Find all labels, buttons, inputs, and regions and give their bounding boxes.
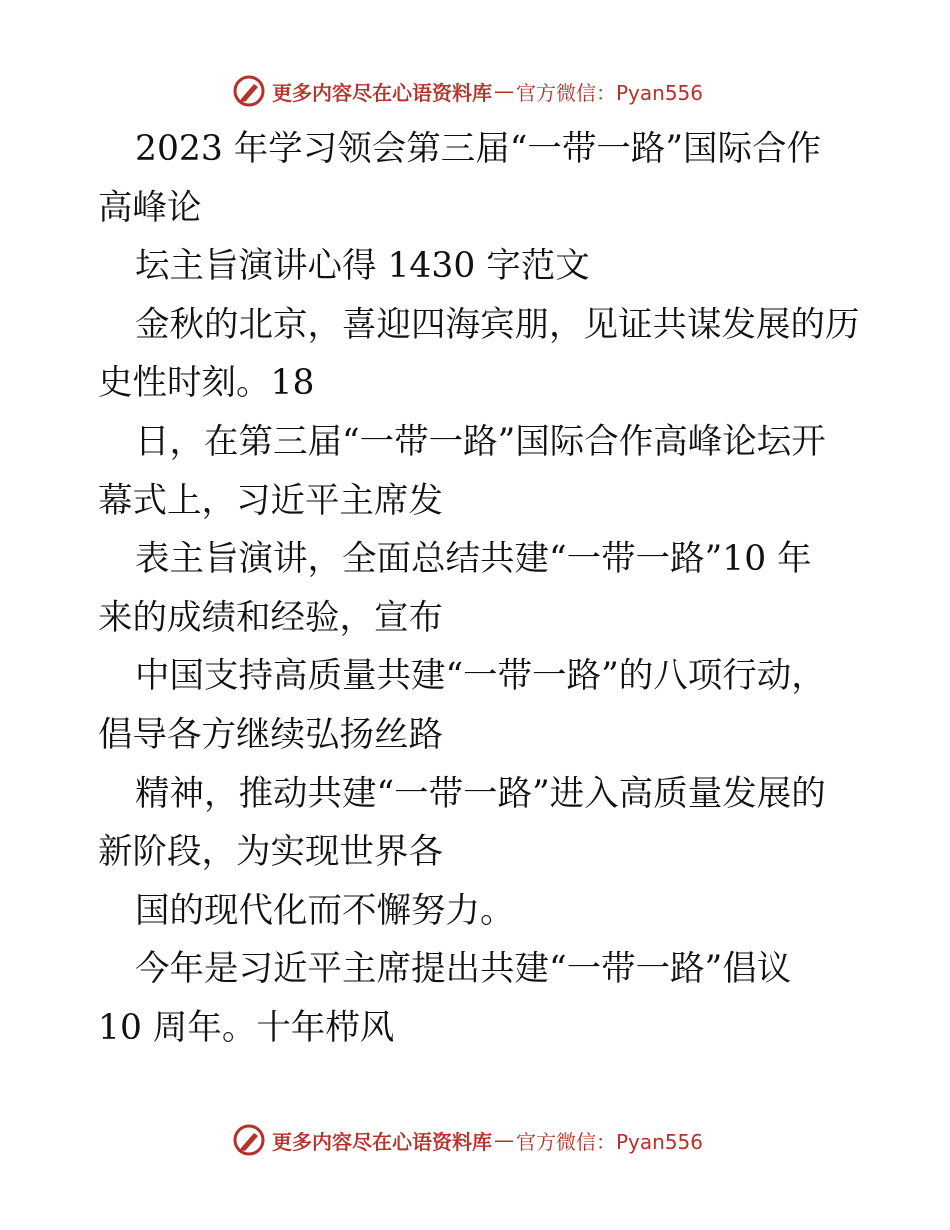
watermark-prefix: 更多内容尽在心语资料库 (272, 80, 492, 105)
document-line: 幕式上，习近平主席发 (98, 480, 443, 521)
document-line: 倡导各方继续弘扬丝路 (98, 714, 443, 755)
watermark-suffix: 官方微信：Pyan556 (516, 80, 704, 105)
watermark-dash: — (494, 1128, 514, 1152)
document-line: 坛主旨演讲心得 1430 字范文 (135, 246, 590, 287)
document-line: 新阶段，为实现世界各 (98, 832, 443, 873)
watermark-suffix: 官方微信：Pyan556 (516, 1129, 704, 1154)
document-body (98, 120, 858, 1058)
document-line: 高峰论 (98, 187, 202, 228)
document-line: 来的成绩和经验，宣布 (98, 597, 443, 638)
document-line: 精神，推动共建“一带一路”进入高质量发展的 (135, 773, 826, 814)
document-line: 史性时刻。18 (98, 363, 315, 404)
document-line: 10 周年。十年栉风 (98, 1007, 395, 1048)
document-line: 今年是习近平主席提出共建“一带一路”倡议 (135, 949, 792, 990)
pen-logo-icon (232, 1123, 266, 1157)
footer-watermark (232, 1122, 703, 1158)
document-line: 中国支持高质量共建“一带一路”的八项行动， (135, 656, 826, 697)
watermark-dash: — (494, 79, 514, 103)
document-line: 表主旨演讲，全面总结共建“一带一路”10 年 (135, 539, 812, 580)
header-watermark (232, 73, 703, 109)
watermark-prefix: 更多内容尽在心语资料库 (272, 1129, 492, 1154)
document-line: 金秋的北京，喜迎四海宾朋，见证共谋发展的历 (135, 304, 860, 345)
document-line: 2023 年学习领会第三届“一带一路”国际合作 (135, 129, 822, 169)
pen-logo-icon (232, 74, 266, 108)
document-line: 日，在第三届“一带一路”国际合作高峰论坛开 (135, 421, 826, 462)
document-line: 国的现代化而不懈努力。 (135, 890, 515, 931)
